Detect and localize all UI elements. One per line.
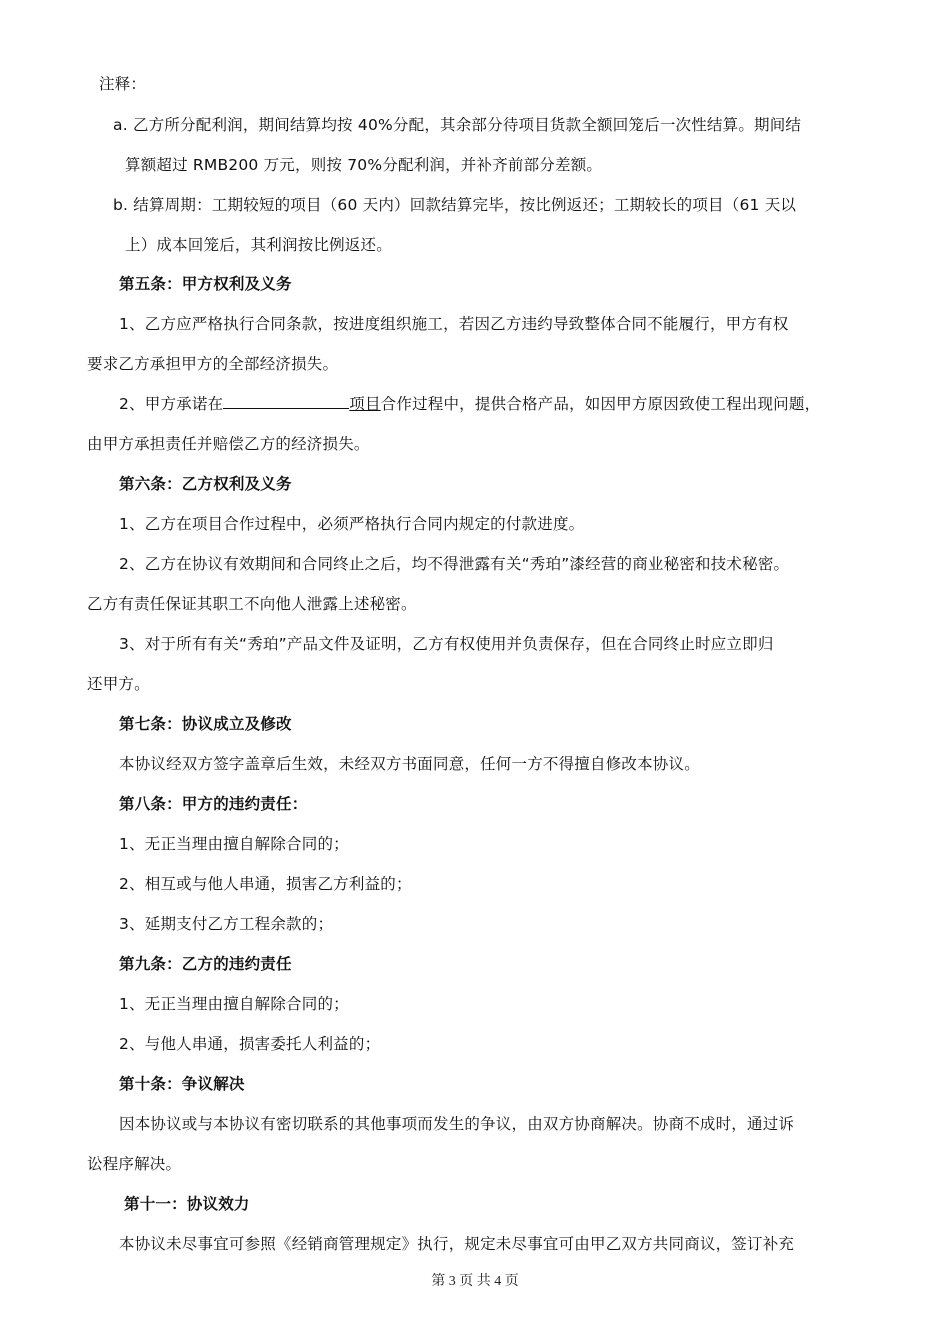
- fill-in-blank-line: [223, 393, 349, 409]
- article-6-p2-line2: 乙方有责任保证其职工不向他人泄露上述秘密。: [87, 595, 417, 613]
- article-5-p2-suffix: 合作过程中，提供合格产品，如因甲方原因致使工程出现问题，: [380, 395, 821, 413]
- article-8-item: 3、延期支付乙方工程余款的；: [119, 915, 334, 933]
- notes-title: 注释：: [99, 75, 147, 93]
- page-number-footer: 第 3 页 共 4 页: [431, 1274, 519, 1289]
- article-6-p1: 1、乙方在项目合作过程中，必须严格执行合同内规定的付款进度。: [119, 515, 585, 533]
- article-11-heading: 第十一：协议效力: [124, 1195, 250, 1213]
- note-b-line1: b. 结算周期：工期较短的项目（60 天内）回款结算完毕，按比例返还；工期较长的项目（61 天以: [113, 196, 797, 214]
- article-5-p1-line2: 要求乙方承担甲方的全部经济损失。: [87, 355, 339, 373]
- note-a-line2: 算额超过 RMB200 万元，则按 70%分配利润，并补齐前部分差额。: [125, 156, 603, 174]
- article-6-p3-line2: 还甲方。: [87, 675, 150, 693]
- article-7-p1: 本协议经双方签字盖章后生效，未经双方书面同意，任何一方不得擅自修改本协议。: [119, 755, 700, 773]
- article-9-item: 1、无正当理由擅自解除合同的；: [119, 995, 349, 1013]
- article-9-heading: 第九条：乙方的违约责任: [119, 955, 292, 973]
- article-8-item: 2、相互或与他人串通，损害乙方利益的；: [119, 875, 412, 893]
- article-10-p1-line2: 讼程序解决。: [87, 1155, 182, 1173]
- article-5-p2-line1: [119, 393, 820, 415]
- article-5-p1-line1: 1、乙方应严格执行合同条款，按进度组织施工，若因乙方违约导致整体合同不能履行，甲方有权: [119, 315, 789, 333]
- article-11-p1-line1: 本协议未尽事宜可参照《经销商管理规定》执行，规定未尽事宜可由甲乙双方共同商议，签订补充: [119, 1235, 795, 1253]
- article-9-item: 2、与他人串通，损害委托人利益的；: [119, 1035, 381, 1053]
- note-b-line2: 上）成本回笼后，其利润按比例返还。: [125, 236, 392, 254]
- article-5-p2-project: 项目: [349, 395, 381, 413]
- article-10-heading: 第十条：争议解决: [119, 1075, 245, 1093]
- article-5-p2-line2: 由甲方承担责任并赔偿乙方的经济损失。: [87, 435, 370, 453]
- article-8-heading: 第八条：甲方的违约责任：: [119, 795, 308, 813]
- article-8-item: 1、无正当理由擅自解除合同的；: [119, 835, 349, 853]
- note-a-line1: a. 乙方所分配利润，期间结算均按 40%分配，其余部分待项目货款全额回笼后一次性结算。期间结: [113, 116, 802, 134]
- article-5-heading: 第五条：甲方权利及义务: [119, 275, 292, 293]
- article-6-heading: 第六条：乙方权利及义务: [119, 475, 292, 493]
- article-6-p3-line1: 3、对于所有有关“秀珀”产品文件及证明，乙方有权使用并负责保存，但在合同终止时应立即归: [119, 635, 774, 653]
- article-7-heading: 第七条：协议成立及修改: [119, 715, 292, 733]
- article-6-p2-line1: 2、乙方在协议有效期间和合同终止之后，均不得泄露有关“秀珀”漆经营的商业秘密和技术秘密。: [119, 555, 790, 573]
- article-10-p1-line1: 因本协议或与本协议有密切联系的其他事项而发生的争议，由双方协商解决。协商不成时，通过诉: [119, 1115, 795, 1133]
- article-5-p2-prefix: 2、甲方承诺在: [119, 395, 224, 413]
